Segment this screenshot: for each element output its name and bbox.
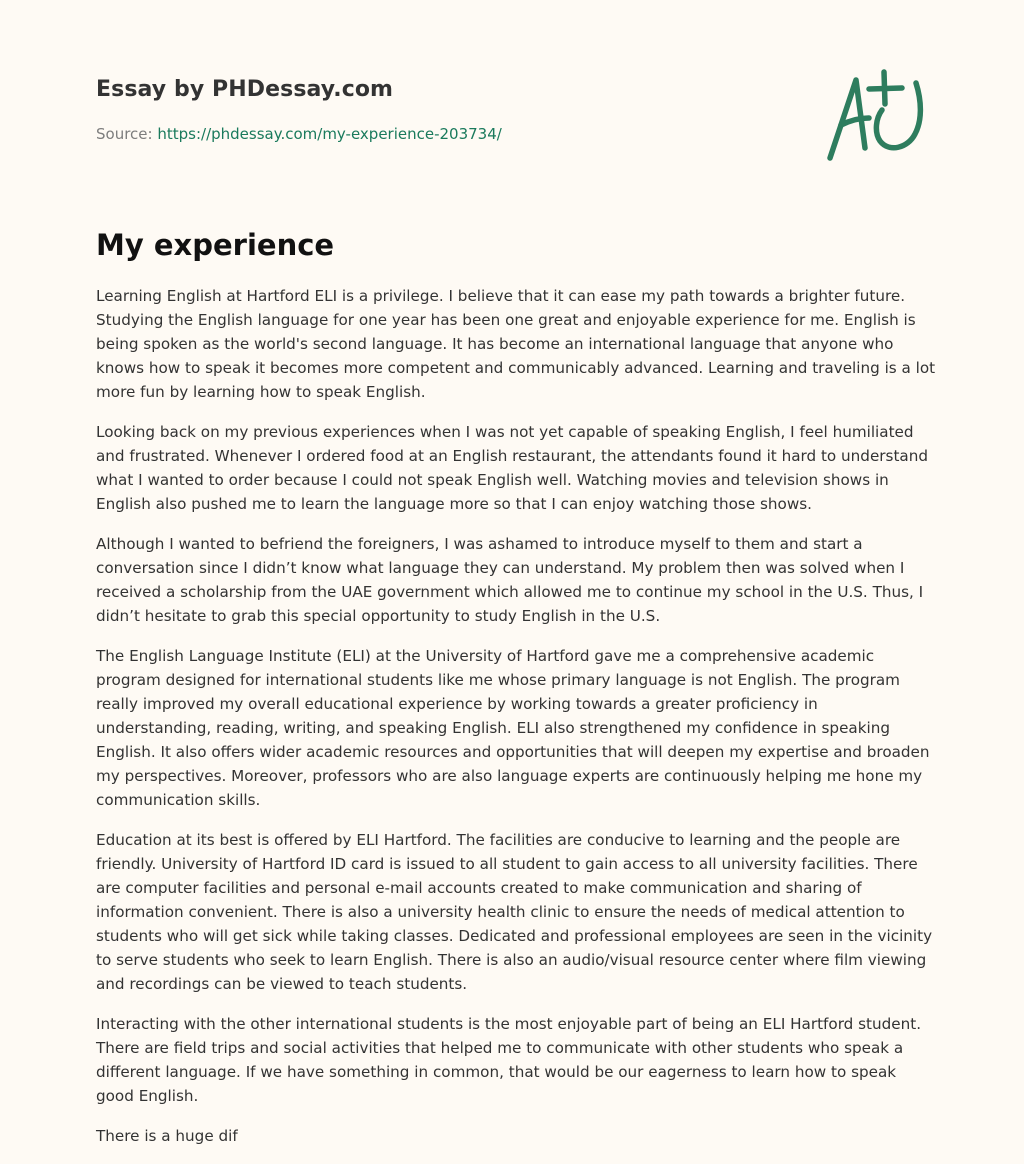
essay-paragraph: Looking back on my previous experiences when I was not yet capable of speaking English, I feel humiliated and frustrated. Whenever I ordered food at an English restaurant, the attendants found it hard to understand what I wanted to order because I could not speak English well. Watching movies and television shows in English also pushed me to learn the language more so that I can enjoy watching those shows.	[96, 423, 928, 513]
essay-paragraph: Learning English at Hartford ELI is a privilege. I believe that it can ease my path towards a brighter future. Studying the English language for one year has been one great and enjoyable experience for me. English is being spoken as the world's second language. It has become an international language that anyone who knows how to speak it becomes more competent and communicably advanced. Learning and traveling is a lot more fun by learning how to speak English.	[96, 287, 936, 401]
a-plus-logo-icon	[822, 68, 926, 164]
essay-paragraph: Interacting with the other international students is the most enjoyable part of being an ELI Hartford student. There are field trips and social activities that helped me to communicate with other students who speak a different language. If we have something in common, that would be our eagerness to learn how to speak good English.	[96, 1015, 922, 1105]
essay-paragraph: Education at its best is offered by ELI Hartford. The facilities are conducive to learning and the people are friendly. University of Hartford ID card is issued to all student to gain access to all university facilities. There are computer facilities and personal e-mail accounts created to make communication and sharing of information convenient. There is also a university health clinic to ensure the needs of medical attention to students who will get sick while taking classes. Dedicated and professional employees are seen in the vicinity to serve students who seek to learn English. There is also an audio/visual resource center where film viewing and recordings can be viewed to teach students.	[96, 831, 933, 993]
essay-title: My experience	[96, 228, 335, 262]
source-label: Source:	[96, 125, 153, 143]
source-line	[96, 124, 502, 144]
source-link[interactable]: https://phdessay.com/my-experience-203734/	[157, 125, 502, 143]
essay-paragraph: The English Language Institute (ELI) at the University of Hartford gave me a comprehensive academic program designed for international students like me whose primary language is not English. The program really improved my overall educational experience by working towards a greater proficiency in understanding, reading, writing, and speaking English. ELI also strengthened my confidence in speaking English. It also offers wider academic resources and opportunities that will deepen my expertise and broaden my perspectives. Moreover, professors who are also language experts are continuously helping me hone my communication skills.	[96, 647, 930, 809]
essay-paragraph-truncated: There is a huge dif	[96, 1127, 238, 1145]
site-title: Essay by PHDessay.com	[96, 77, 394, 102]
essay-paragraph: Although I wanted to befriend the foreigners, I was ashamed to introduce myself to them and start a conversation since I didn’t know what language they can understand. My problem then was solved when I received a scholarship from the UAE government which allowed me to continue my school in the U.S. Thus, I didn’t hesitate to grab this special opportunity to study English in the U.S.	[96, 535, 924, 625]
essay-body	[96, 284, 936, 1164]
